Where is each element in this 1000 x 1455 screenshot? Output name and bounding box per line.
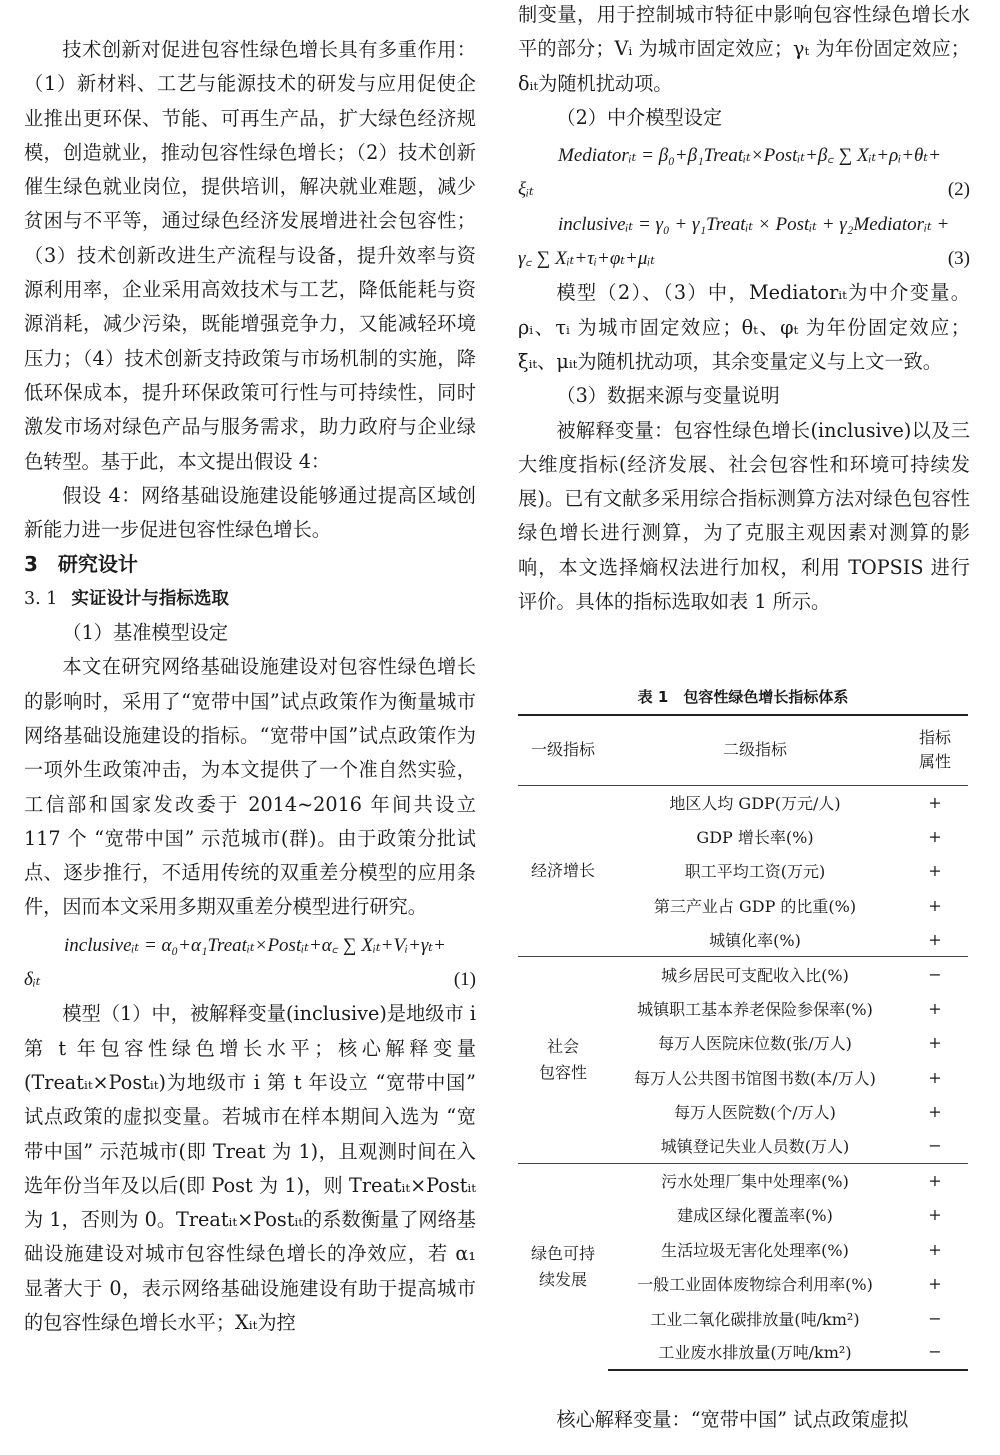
attribute-cell: + — [928, 930, 942, 949]
table-title: 表 1 包容性绿色增长指标体系 — [637, 688, 849, 706]
equation-3-continued — [518, 242, 970, 276]
subheading-mediator-model: （2）中介模型设定 — [556, 105, 723, 129]
equation-2-line-2: ξᵢₜ — [518, 179, 534, 201]
right-column — [518, 0, 970, 619]
equation-2-continued — [518, 173, 970, 207]
header-level-2: 二级指标 — [608, 715, 902, 785]
left-column — [24, 33, 476, 1340]
table-row — [518, 957, 968, 991]
section-heading-3: 3 研究设计 — [24, 552, 138, 577]
paragraph-tech-innovation: 技术创新对促进包容性绿色增长具有多重作用：（1）新材料、工艺与能源技术的研发与应用促使企业推出更环保、节能、可再生产品，扩大绿色经济规模，创造就业，推动包容性绿色增长；（2）技术创新催生绿色就业岗位，提供培训，解决就业难题，减少贫困与不平等，通过绿色经济发展增进社会包容性；（3）技术创新改进生产流程与设备，提升效率与资源利用率，企业采用高效技术与工艺，降低能耗与资源消耗，减少污染，既能增强竞争力，又能减轻环境压力；（4）技术创新支持政策与市场机制的实施，降低环保成本，提升环保政策可行性与可持续性，同时激发市场对绿色产品与服务需求，助力政府与企业绿色转型。基于此，本文提出假设 4： — [24, 38, 476, 473]
attribute-cell: + — [928, 1102, 942, 1122]
attribute-cell: + — [928, 1274, 942, 1294]
attribute-cell: − — [928, 1136, 942, 1156]
attribute-cell: + — [928, 861, 942, 881]
equation-1 — [24, 929, 476, 963]
equation-3-line-1: inclusiveᵢₜ = γ₀ + γ₁Treatᵢₜ × Postᵢₜ + γ₂Mediatorᵢₜ + — [558, 213, 950, 235]
header-attribute: 指标 属性 — [902, 715, 968, 785]
table-row — [518, 785, 968, 819]
equation-3-number: (3) — [947, 248, 970, 270]
equation-1-continued — [24, 963, 476, 997]
paragraph-dependent-variable: 被解释变量：包容性绿色增长(inclusive)以及三大维度指标(经济发展、社会包容性和环境可持续发展)。已有文献多采用综合指标测算方法对绿色包容性绿色增长进行测算，为了克服主观因素对测算的影响，本文选择熵权法进行加权，利用 TOPSIS 进行评价。具体的指标选取如表 1 所示。 — [518, 418, 970, 614]
indicator-cell: 生活垃圾无害化处理率(%) — [661, 1240, 849, 1260]
indicator-cell: 城乡居民可支配收入比(%) — [608, 957, 902, 991]
indicator-cell: 工业二氧化碳排放量(吨/km²) — [650, 1309, 860, 1329]
attribute-cell: + — [902, 785, 968, 819]
attribute-cell: + — [902, 1163, 968, 1197]
equation-2-line-1: Mediatorᵢₜ = β₀+β₁Treatᵢₜ×Postᵢₜ+β꜀ ∑ Xᵢₜ+ρᵢ+θₜ+ — [558, 145, 941, 167]
indicator-table — [518, 714, 968, 1371]
indicator-cell: 城镇化率(%) — [709, 931, 801, 950]
table-header-row — [518, 715, 968, 785]
indicator-cell: 第三产业占 GDP 的比重(%) — [653, 896, 857, 916]
attribute-cell: + — [928, 1033, 942, 1053]
section-number: 3. 1 — [24, 588, 58, 609]
paragraph-hypothesis-4: 假设 4：网络基础设施建设能够通过提高区域创新能力进一步促进包容性绿色增长。 — [24, 483, 476, 542]
attribute-cell: + — [928, 1239, 942, 1259]
attribute-cell: + — [928, 1205, 942, 1225]
subheading-baseline-model: （1）基准模型设定 — [62, 621, 229, 645]
paragraph-core-variable: 核心解释变量：“宽带中国” 试点政策虚拟 — [556, 1408, 909, 1431]
subheading-data-sources: （3）数据来源与变量说明 — [556, 384, 780, 408]
attribute-cell: + — [928, 999, 942, 1019]
paragraph-control-variables: 制变量，用于控制城市特征中影响包容性绿色增长水平的部分；Vᵢ 为城市固定效应；γₜ 为年份固定效应；δᵢₜ为随机扰动项。 — [518, 3, 970, 95]
section-heading-3-1 — [24, 582, 476, 616]
equation-2-number: (2) — [947, 179, 970, 201]
indicator-cell: 一般工业固体废物综合利用率(%) — [637, 1275, 873, 1295]
indicator-cell: 污水处理厂集中处理率(%) — [608, 1163, 902, 1197]
indicator-cell: 建成区绿化覆盖率(%) — [677, 1206, 833, 1226]
equation-2 — [518, 139, 970, 173]
equation-1-line-1: inclusiveᵢₜ = α₀+α₁Treatᵢₜ×Postᵢₜ+α꜀ ∑ Xᵢₜ+Vᵢ+γₜ+ — [64, 934, 446, 956]
equation-3-line-2: γ꜀ ∑ Xᵢₜ+τᵢ+φₜ+μᵢₜ — [518, 248, 656, 270]
paragraph-baseline-model: 本文在研究网络基础设施建设对包容性绿色增长的影响时，采用了“宽带中国”试点政策作为衡量城市网络基础设施建设的指标。“宽带中国”试点政策作为一项外生政策冲击，为本文提供了一个准自然实验，工信部和国家发改委于 2014~2016 年间共设立 117 个 “宽带中国” 示范城市(群)。由于政策分批试点、逐步推行，不适用传统的双重差分模型的应用条件，因而本文采用多期双重差分模型进行研究。 — [24, 655, 476, 919]
attribute-cell: + — [928, 1067, 942, 1087]
indicator-cell: GDP 增长率(%) — [696, 828, 814, 848]
section-title: 实证设计与指标选取 — [71, 588, 229, 609]
table-row — [518, 1163, 968, 1197]
indicator-cell: 每万人公共图书馆图书数(本/万人) — [634, 1068, 876, 1088]
paragraph-model-1-explanation: 模型（1）中，被解释变量(inclusive)是地级市 i 第 t 年包容性绿色增长水平；核心解释变量(Treatᵢₜ×Postᵢₜ)为地级市 i 第 t 年设立 “宽带中国” 试点政策的虚拟变量。若城市在样本期间入选为 “宽带中国” 示范城市(即 Treat 为 1)，且观测时间在入选年份当年及以后(即 Post 为 1)，则 Treatᵢₜ×Postᵢₜ为 1，否则为 0。Treatᵢₜ×Postᵢₜ的系数衡量了网络基础设施建设对城市包容性绿色增长的净效应，若 α₁ 显著大于 0，表示网络基础设施建设有助于提高城市的包容性绿色增长水平；Xᵢₜ为控 — [24, 1002, 476, 1334]
attribute-cell: − — [928, 1308, 942, 1328]
attribute-cell: − — [902, 1335, 968, 1369]
attribute-cell: − — [902, 957, 968, 991]
indicator-cell: 地区人均 GDP(万元/人) — [608, 785, 902, 819]
equation-1-number: (1) — [453, 969, 476, 991]
group-label-green: 绿色可持 续发展 — [518, 1163, 608, 1369]
indicator-cell: 城镇职工基本养老保险参保率(%) — [637, 1000, 873, 1020]
indicator-cell: 每万人医院床位数(张/万人) — [658, 1034, 852, 1054]
indicator-cell: 城镇登记失业人员数(万人) — [660, 1137, 850, 1157]
attribute-cell: + — [928, 827, 942, 847]
group-label-economic: 经济增长 — [518, 785, 608, 957]
indicator-cell: 工业废水排放量(万吨/km²) — [608, 1335, 902, 1369]
equation-1-line-2: δᵢₜ — [24, 969, 41, 991]
indicator-cell: 每万人医院数(个/万人) — [674, 1103, 836, 1123]
indicator-cell: 职工平均工资(万元) — [684, 862, 826, 882]
header-level-1: 一级指标 — [518, 715, 608, 785]
paragraph-models-2-3-explanation: 模型（2）、（3）中，Mediatorᵢₜ为中介变量。ρᵢ、τᵢ 为城市固定效应；θₜ、φₜ 为年份固定效应；ξᵢₜ、μᵢₜ为随机扰动项，其余变量定义与上文一致。 — [518, 281, 970, 373]
equation-3 — [518, 208, 970, 242]
attribute-cell: + — [928, 895, 942, 915]
group-label-social: 社会 包容性 — [518, 957, 608, 1163]
